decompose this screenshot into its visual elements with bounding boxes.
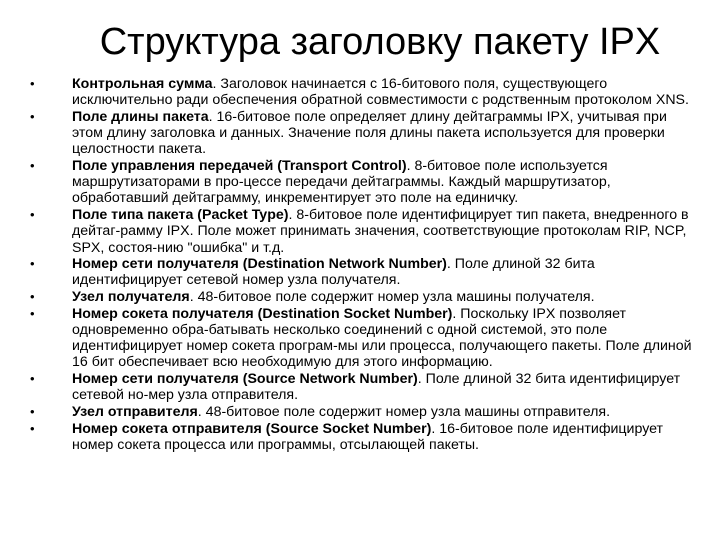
list-item [28, 306, 698, 371]
bullet-icon: • [30, 404, 35, 420]
item-term: Узел отправителя [72, 404, 198, 421]
item-text: . 48-битовое поле содержит номер узла машины получателя. [189, 289, 595, 306]
bullet-icon: • [30, 108, 35, 124]
bullet-icon: • [30, 158, 35, 174]
item-term: Номер сети получателя (Source Network Number) [72, 371, 418, 388]
item-term: Поле управления передачей (Transport Control) [72, 158, 407, 175]
slide-title: Структура заголовку пакету IPX [99, 21, 661, 63]
list-item [28, 256, 698, 288]
bullet-icon: • [30, 256, 35, 272]
item-term: Поле типа пакета (Packet Type) [72, 207, 289, 224]
item-text: . 48-битовое поле содержит номер узла машины отправителя. [197, 404, 611, 421]
bullet-icon: • [30, 420, 35, 436]
item-text: . Поле длиной 32 бита идентифицирует сетевой но-мер узла отправителя. [72, 371, 681, 404]
item-text: . 16-битовое поле определяет длину дейтаграммы IPX, учитывая при этом длину заголовка и данных. Значение поля длины пакета используется для проверки целостности пакета. [72, 108, 667, 158]
item-term: Контрольная сумма [72, 76, 213, 92]
bullet-icon: • [30, 371, 35, 387]
list-item [28, 421, 698, 453]
list-item [28, 158, 698, 207]
item-term: Номер сокета получателя (Destination Socket Number) [72, 305, 453, 322]
bullet-icon: • [30, 207, 35, 223]
item-text: . Поле длиной 32 бита идентифицирует сетевой номер узла получателя. [72, 256, 595, 289]
item-text: . 8-битовое поле идентифицирует тип пакета, внедренного в дейтаг-рамму IPX. Поле может принимать значения, соответствующие протоколам RIP, NCP, SPX, состоя-нию "ошибка" и т.д. [72, 207, 689, 256]
item-text: . Поскольку IPX позволяет одновременно обра-батывать несколько соединений с одной системой, это поле идентифицирует номер сокета програм-мы или процесса, получающего пакеты. Поле длиной 16 бит обеспечивает всю необходимую для этого информацию. [72, 305, 692, 371]
bullet-icon: • [30, 289, 35, 305]
item-text: . 8-битовое поле используется маршрутизаторами в про-цессе передачи дейтаграммы. Каждый маршрутизатор, обработавший дейтаграмму, инкрементирует это поле на единичку. [72, 158, 611, 207]
list-item [28, 109, 698, 158]
bullet-list [28, 76, 698, 454]
bullet-icon: • [30, 76, 35, 91]
item-term: Поле длины пакета [72, 108, 209, 125]
item-term: Узел получателя [72, 289, 190, 306]
bullet-icon: • [30, 305, 35, 321]
item-term: Номер сокета отправителя (Source Socket Number) [72, 420, 432, 437]
item-text: . Заголовок начинается с 16-битового поля, существующего исключительно ради обеспечения обратной совместимости с родственным протоколом XNS. [72, 76, 689, 109]
list-item [28, 371, 698, 403]
item-term: Номер сети получателя (Destination Network Number) [72, 256, 447, 273]
list-item [28, 289, 698, 305]
item-text: . 16-битовое поле идентифицирует номер сокета процесса или программы, отсылающей пакеты. [72, 420, 664, 453]
list-item [28, 404, 698, 420]
list-item [28, 207, 698, 256]
list-item [28, 76, 698, 108]
